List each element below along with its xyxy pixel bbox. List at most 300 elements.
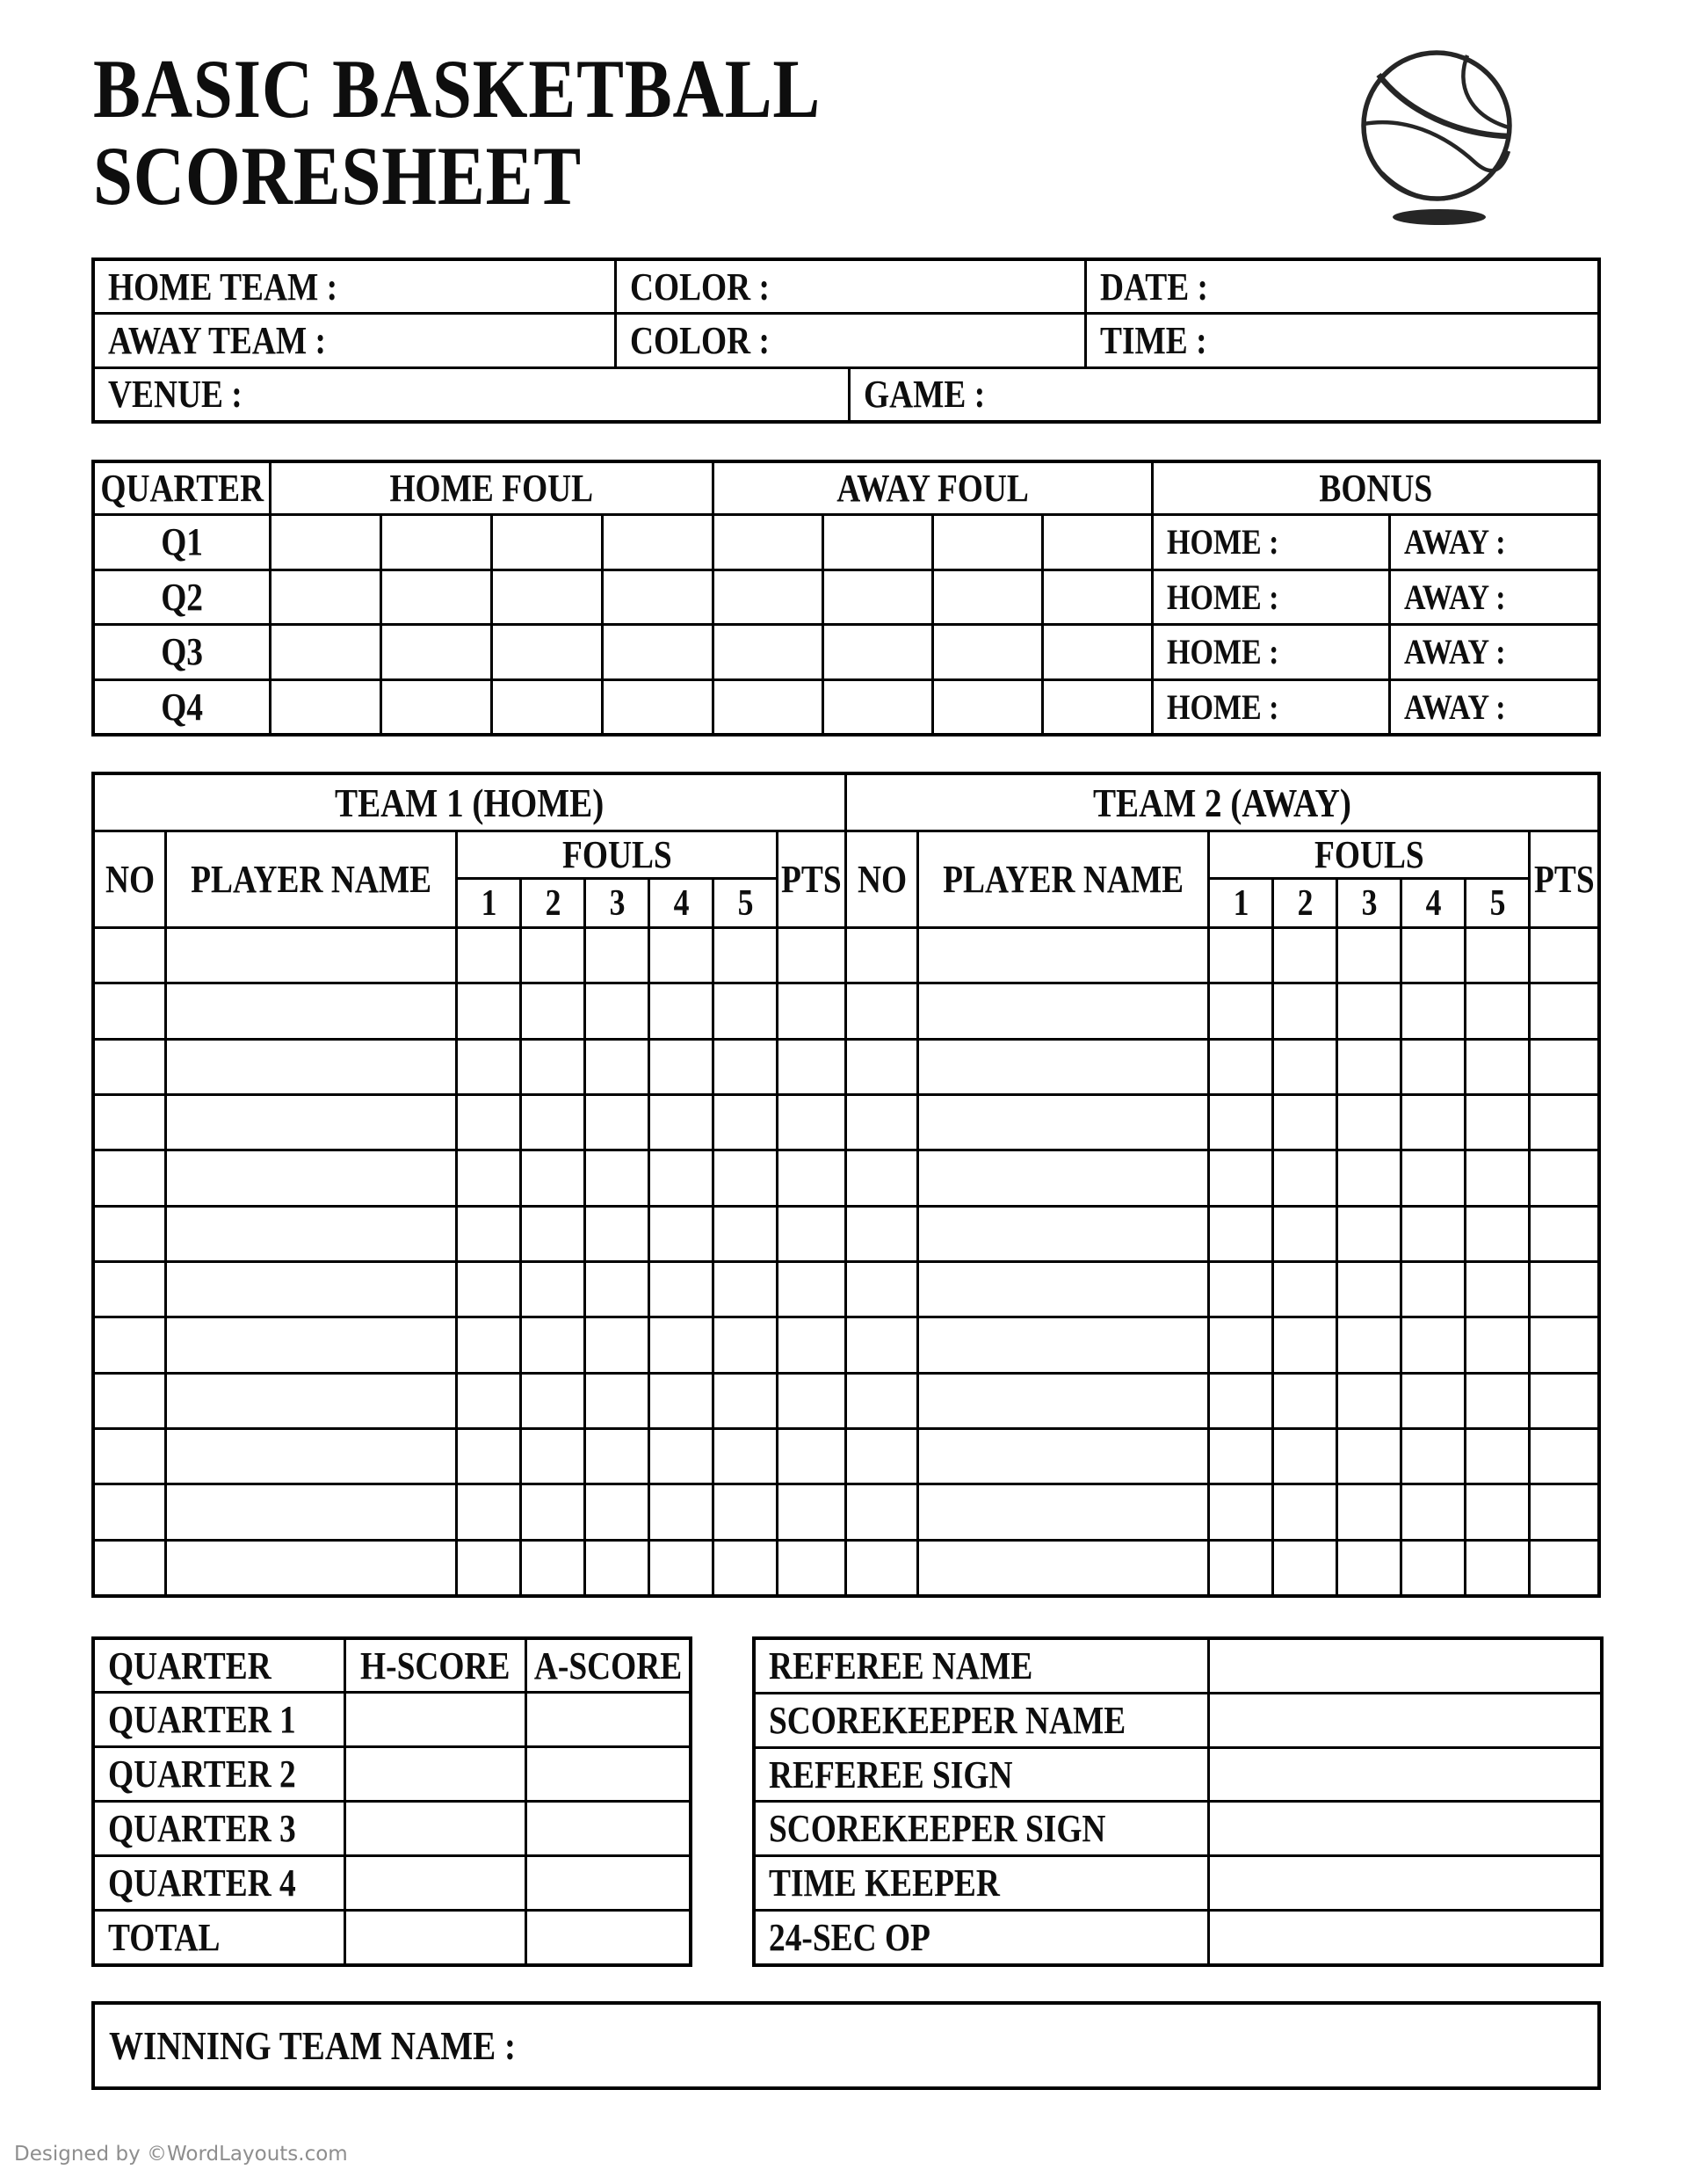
player-foul-cell[interactable] bbox=[650, 1041, 712, 1093]
time-label: TIME : bbox=[1100, 318, 1207, 362]
bonus-home-cell[interactable] bbox=[1154, 626, 1388, 678]
player-foul-cell[interactable] bbox=[1466, 1430, 1528, 1483]
foul-number-label: 5 bbox=[737, 882, 753, 924]
away-foul-box[interactable] bbox=[824, 571, 931, 624]
player-pts-cell[interactable] bbox=[778, 1151, 844, 1204]
player-pts-cell[interactable] bbox=[1531, 1318, 1597, 1371]
official-label-cell bbox=[756, 1803, 1207, 1854]
home-foul-box[interactable] bbox=[272, 571, 380, 624]
player-no-cell[interactable] bbox=[95, 1430, 164, 1483]
player-pts-cell[interactable] bbox=[1531, 1375, 1597, 1427]
player-name-cell[interactable] bbox=[167, 1041, 455, 1093]
score-home-value-cell[interactable] bbox=[346, 1857, 525, 1909]
player-foul-cell[interactable] bbox=[1402, 1208, 1464, 1260]
player-name-cell[interactable] bbox=[919, 1375, 1207, 1427]
player-foul-cell[interactable] bbox=[1210, 1430, 1271, 1483]
player-foul-cell[interactable] bbox=[586, 929, 648, 982]
player-foul-cell[interactable] bbox=[586, 1318, 648, 1371]
bonus-away-cell-label: AWAY : bbox=[1404, 522, 1506, 562]
fouls-quarter-header bbox=[95, 463, 269, 513]
player-foul-cell[interactable] bbox=[714, 1263, 776, 1316]
player-foul-cell[interactable] bbox=[650, 1542, 712, 1594]
quarter-label-cell-label: Q2 bbox=[161, 575, 203, 619]
quarter-label-cell bbox=[95, 626, 269, 678]
player-foul-cell[interactable] bbox=[1402, 1263, 1464, 1316]
player-foul-cell[interactable] bbox=[1338, 1430, 1400, 1483]
home-team-field[interactable] bbox=[95, 261, 614, 312]
player-foul-cell[interactable] bbox=[1466, 1542, 1528, 1594]
player-foul-cell[interactable] bbox=[1274, 929, 1336, 982]
player-pts-cell[interactable] bbox=[778, 1542, 844, 1594]
player-foul-cell[interactable] bbox=[1210, 1375, 1271, 1427]
player-name-cell[interactable] bbox=[919, 1096, 1207, 1149]
player-foul-cell[interactable] bbox=[650, 1208, 712, 1260]
away-foul-box[interactable] bbox=[934, 626, 1041, 678]
official-value-cell[interactable] bbox=[1210, 1694, 1600, 1746]
player-name-cell[interactable] bbox=[919, 1151, 1207, 1204]
home-foul-box[interactable] bbox=[604, 626, 712, 678]
score-away-value-cell[interactable] bbox=[527, 1912, 689, 1963]
player-foul-cell[interactable] bbox=[586, 1151, 648, 1204]
player-foul-cell[interactable] bbox=[586, 1375, 648, 1427]
home-foul-box[interactable] bbox=[493, 516, 601, 569]
player-name-cell[interactable] bbox=[919, 1318, 1207, 1371]
player-no-cell[interactable] bbox=[847, 1318, 916, 1371]
home-color-field[interactable] bbox=[617, 261, 1084, 312]
player-foul-cell[interactable] bbox=[1210, 1263, 1271, 1316]
player-pts-cell[interactable] bbox=[778, 1318, 844, 1371]
player-no-cell[interactable] bbox=[847, 1542, 916, 1594]
score-home-value-cell[interactable] bbox=[346, 1748, 525, 1800]
away-foul-box[interactable] bbox=[1044, 626, 1151, 678]
player-foul-cell[interactable] bbox=[586, 984, 648, 1037]
away-color-field[interactable] bbox=[617, 315, 1084, 366]
player-foul-cell[interactable] bbox=[1274, 1151, 1336, 1204]
player-foul-cell[interactable] bbox=[1210, 1208, 1271, 1260]
player-foul-cell[interactable] bbox=[522, 1318, 583, 1371]
player-foul-cell[interactable] bbox=[1274, 1263, 1336, 1316]
player-foul-cell[interactable] bbox=[1466, 1318, 1528, 1371]
player-pts-cell[interactable] bbox=[778, 1263, 844, 1316]
home-foul-box[interactable] bbox=[604, 681, 712, 734]
player-name-cell[interactable] bbox=[919, 1485, 1207, 1538]
player-foul-cell[interactable] bbox=[458, 1096, 519, 1149]
player-foul-cell[interactable] bbox=[1402, 1041, 1464, 1093]
player-name-cell[interactable] bbox=[919, 929, 1207, 982]
venue-field[interactable] bbox=[95, 369, 848, 420]
bonus-away-cell-label: AWAY : bbox=[1404, 577, 1506, 617]
score-home-header bbox=[346, 1640, 525, 1691]
home-foul-box[interactable] bbox=[493, 571, 601, 624]
player-foul-cell[interactable] bbox=[650, 1151, 712, 1204]
player-foul-cell[interactable] bbox=[1338, 1542, 1400, 1594]
player-foul-cell[interactable] bbox=[1210, 1318, 1271, 1371]
player-name-cell[interactable] bbox=[167, 1375, 455, 1427]
score-home-value-cell[interactable] bbox=[346, 1912, 525, 1963]
foul-number-label: 1 bbox=[1233, 882, 1249, 924]
player-foul-cell[interactable] bbox=[1210, 929, 1271, 982]
player-foul-cell[interactable] bbox=[586, 1263, 648, 1316]
player-foul-cell[interactable] bbox=[522, 1208, 583, 1260]
player-foul-cell[interactable] bbox=[650, 984, 712, 1037]
player-pts-cell[interactable] bbox=[1531, 1542, 1597, 1594]
player-foul-cell[interactable] bbox=[1274, 1208, 1336, 1260]
player-foul-cell[interactable] bbox=[1210, 1041, 1271, 1093]
player-foul-cell[interactable] bbox=[522, 984, 583, 1037]
player-foul-cell[interactable] bbox=[1402, 1096, 1464, 1149]
player-foul-cell[interactable] bbox=[1466, 1041, 1528, 1093]
player-foul-cell[interactable] bbox=[1402, 929, 1464, 982]
player-foul-cell[interactable] bbox=[1466, 1208, 1528, 1260]
team2-foul-number-1 bbox=[1210, 880, 1271, 926]
official-value-cell[interactable] bbox=[1210, 1857, 1600, 1909]
player-pts-cell[interactable] bbox=[1531, 1485, 1597, 1538]
player-foul-cell[interactable] bbox=[1338, 1041, 1400, 1093]
player-foul-cell[interactable] bbox=[1466, 1375, 1528, 1427]
player-pts-cell[interactable] bbox=[778, 1096, 844, 1149]
player-pts-cell[interactable] bbox=[778, 1375, 844, 1427]
player-foul-cell[interactable] bbox=[458, 1485, 519, 1538]
player-foul-cell[interactable] bbox=[586, 1430, 648, 1483]
player-foul-cell[interactable] bbox=[1274, 984, 1336, 1037]
home-foul-box[interactable] bbox=[604, 571, 712, 624]
player-foul-cell[interactable] bbox=[1274, 1430, 1336, 1483]
player-foul-cell[interactable] bbox=[650, 1318, 712, 1371]
player-pts-cell[interactable] bbox=[778, 1208, 844, 1260]
away-foul-box[interactable] bbox=[934, 571, 1041, 624]
player-foul-cell[interactable] bbox=[1402, 1430, 1464, 1483]
official-value-cell[interactable] bbox=[1210, 1803, 1600, 1854]
bonus-away-cell[interactable] bbox=[1391, 681, 1597, 734]
player-name-cell[interactable] bbox=[167, 1263, 455, 1316]
bonus-home-cell[interactable] bbox=[1154, 681, 1388, 734]
player-name-cell[interactable] bbox=[167, 1208, 455, 1260]
player-foul-cell[interactable] bbox=[1338, 1485, 1400, 1538]
player-foul-cell[interactable] bbox=[586, 1096, 648, 1149]
player-foul-cell[interactable] bbox=[1466, 1151, 1528, 1204]
player-pts-cell[interactable] bbox=[778, 984, 844, 1037]
time-field[interactable] bbox=[1087, 315, 1597, 366]
player-no-cell[interactable] bbox=[847, 929, 916, 982]
score-away-value-cell[interactable] bbox=[527, 1694, 689, 1745]
player-foul-cell[interactable] bbox=[714, 1542, 776, 1594]
player-foul-cell[interactable] bbox=[714, 1151, 776, 1204]
player-foul-cell[interactable] bbox=[1338, 1263, 1400, 1316]
player-pts-cell[interactable] bbox=[778, 1485, 844, 1538]
player-no-cell[interactable] bbox=[95, 929, 164, 982]
player-foul-cell[interactable] bbox=[458, 1542, 519, 1594]
player-foul-cell[interactable] bbox=[1402, 1542, 1464, 1594]
player-no-cell[interactable] bbox=[95, 1542, 164, 1594]
player-foul-cell[interactable] bbox=[650, 929, 712, 982]
player-foul-cell[interactable] bbox=[522, 1096, 583, 1149]
player-foul-cell[interactable] bbox=[458, 1430, 519, 1483]
away-foul-box[interactable] bbox=[714, 571, 822, 624]
player-name-cell[interactable] bbox=[167, 984, 455, 1037]
team1-fouls-header bbox=[458, 832, 776, 877]
player-foul-cell[interactable] bbox=[1402, 1375, 1464, 1427]
score-row-label-cell bbox=[95, 1748, 344, 1800]
player-foul-cell[interactable] bbox=[1274, 1485, 1336, 1538]
player-no-cell[interactable] bbox=[847, 1485, 916, 1538]
player-foul-cell[interactable] bbox=[458, 1263, 519, 1316]
player-pts-cell[interactable] bbox=[1531, 929, 1597, 982]
bonus-header-label: BONUS bbox=[1319, 467, 1432, 510]
player-no-cell[interactable] bbox=[847, 1096, 916, 1149]
bonus-away-cell-label: AWAY : bbox=[1404, 632, 1506, 672]
player-foul-cell[interactable] bbox=[586, 1041, 648, 1093]
player-foul-cell[interactable] bbox=[522, 1041, 583, 1093]
away-foul-box[interactable] bbox=[1044, 571, 1151, 624]
official-value-cell[interactable] bbox=[1210, 1912, 1600, 1963]
player-foul-cell[interactable] bbox=[1210, 984, 1271, 1037]
player-name-cell[interactable] bbox=[167, 929, 455, 982]
player-foul-cell[interactable] bbox=[1338, 1375, 1400, 1427]
player-foul-cell[interactable] bbox=[650, 1430, 712, 1483]
away-foul-box[interactable] bbox=[824, 626, 931, 678]
player-no-cell[interactable] bbox=[847, 1151, 916, 1204]
officials-table bbox=[752, 1636, 1604, 1967]
player-foul-cell[interactable] bbox=[1402, 984, 1464, 1037]
player-pts-cell[interactable] bbox=[778, 929, 844, 982]
player-foul-cell[interactable] bbox=[1210, 1151, 1271, 1204]
player-foul-cell[interactable] bbox=[1210, 1542, 1271, 1594]
away-team-field[interactable] bbox=[95, 315, 614, 366]
home-foul-box[interactable] bbox=[272, 626, 380, 678]
info-row-1 bbox=[95, 261, 1597, 312]
player-foul-cell[interactable] bbox=[522, 1430, 583, 1483]
player-foul-cell[interactable] bbox=[1338, 1151, 1400, 1204]
player-foul-cell[interactable] bbox=[458, 1375, 519, 1427]
team1-player-name-header-label: PLAYER NAME bbox=[191, 858, 431, 901]
player-name-cell[interactable] bbox=[167, 1318, 455, 1371]
player-no-cell[interactable] bbox=[95, 984, 164, 1037]
player-foul-cell[interactable] bbox=[1338, 984, 1400, 1037]
winning-team-label: WINNING TEAM NAME : bbox=[109, 2023, 517, 2068]
player-foul-cell[interactable] bbox=[714, 1430, 776, 1483]
player-name-cell[interactable] bbox=[919, 1208, 1207, 1260]
player-foul-cell[interactable] bbox=[522, 1151, 583, 1204]
player-foul-cell[interactable] bbox=[522, 1485, 583, 1538]
score-away-value-cell[interactable] bbox=[527, 1803, 689, 1854]
home-foul-box[interactable] bbox=[604, 516, 712, 569]
player-foul-cell[interactable] bbox=[1402, 1318, 1464, 1371]
score-away-value-cell[interactable] bbox=[527, 1857, 689, 1909]
player-foul-cell[interactable] bbox=[586, 1485, 648, 1538]
foul-number-label: 5 bbox=[1489, 882, 1505, 924]
player-foul-cell[interactable] bbox=[522, 1375, 583, 1427]
player-foul-cell[interactable] bbox=[522, 1542, 583, 1594]
home-foul-box[interactable] bbox=[382, 571, 490, 624]
official-value-cell[interactable] bbox=[1210, 1640, 1600, 1692]
away-foul-box[interactable] bbox=[1044, 516, 1151, 569]
player-foul-cell[interactable] bbox=[1466, 984, 1528, 1037]
player-foul-cell[interactable] bbox=[1402, 1151, 1464, 1204]
player-foul-cell[interactable] bbox=[1210, 1485, 1271, 1538]
date-field[interactable] bbox=[1087, 261, 1597, 312]
player-name-cell[interactable] bbox=[919, 1542, 1207, 1594]
player-foul-cell[interactable] bbox=[714, 929, 776, 982]
home-foul-box[interactable] bbox=[493, 681, 601, 734]
game-info-table bbox=[91, 258, 1601, 424]
player-no-cell[interactable] bbox=[95, 1375, 164, 1427]
score-home-value-cell[interactable] bbox=[346, 1803, 525, 1854]
player-no-cell[interactable] bbox=[95, 1208, 164, 1260]
player-foul-cell[interactable] bbox=[714, 984, 776, 1037]
home-foul-box[interactable] bbox=[382, 626, 490, 678]
team2-header-label: TEAM 2 (AWAY) bbox=[1092, 780, 1351, 825]
player-no-cell[interactable] bbox=[95, 1041, 164, 1093]
page-title bbox=[93, 42, 949, 222]
player-foul-cell[interactable] bbox=[1402, 1485, 1464, 1538]
player-name-cell[interactable] bbox=[167, 1485, 455, 1538]
bonus-away-cell[interactable] bbox=[1391, 626, 1597, 678]
team1-pts-header bbox=[778, 832, 844, 926]
player-pts-cell[interactable] bbox=[778, 1430, 844, 1483]
away-foul-box[interactable] bbox=[824, 681, 931, 734]
score-row-label-cell-label: TOTAL bbox=[108, 1916, 221, 1959]
player-name-cell[interactable] bbox=[919, 984, 1207, 1037]
official-label-cell-label: REFEREE SIGN bbox=[769, 1752, 1013, 1796]
home-team-label: HOME TEAM : bbox=[108, 265, 338, 308]
foul-number-label: 3 bbox=[609, 882, 625, 924]
game-field[interactable] bbox=[851, 369, 1597, 420]
away-foul-box[interactable] bbox=[934, 516, 1041, 569]
player-pts-cell[interactable] bbox=[1531, 1041, 1597, 1093]
player-name-cell[interactable] bbox=[167, 1096, 455, 1149]
team1-foul-number-5 bbox=[714, 880, 776, 926]
player-foul-cell[interactable] bbox=[1274, 1375, 1336, 1427]
player-no-cell[interactable] bbox=[95, 1485, 164, 1538]
player-foul-cell[interactable] bbox=[1466, 929, 1528, 982]
home-foul-header-label: HOME FOUL bbox=[389, 467, 594, 510]
player-foul-cell[interactable] bbox=[714, 1041, 776, 1093]
player-name-cell[interactable] bbox=[167, 1430, 455, 1483]
player-foul-cell[interactable] bbox=[522, 1263, 583, 1316]
player-no-cell[interactable] bbox=[847, 984, 916, 1037]
score-away-value-cell[interactable] bbox=[527, 1748, 689, 1800]
player-name-cell[interactable] bbox=[919, 1430, 1207, 1483]
bonus-home-cell[interactable] bbox=[1154, 516, 1388, 569]
player-foul-cell[interactable] bbox=[1274, 1318, 1336, 1371]
home-foul-box[interactable] bbox=[272, 516, 380, 569]
player-foul-cell[interactable] bbox=[586, 1542, 648, 1594]
player-pts-cell[interactable] bbox=[1531, 1430, 1597, 1483]
score-away-header-label: A-SCORE bbox=[533, 1643, 683, 1687]
player-foul-cell[interactable] bbox=[1466, 1485, 1528, 1538]
official-value-cell[interactable] bbox=[1210, 1749, 1600, 1801]
player-foul-cell[interactable] bbox=[650, 1375, 712, 1427]
player-foul-cell[interactable] bbox=[522, 929, 583, 982]
player-no-cell[interactable] bbox=[95, 1096, 164, 1149]
home-foul-box[interactable] bbox=[382, 681, 490, 734]
player-no-cell[interactable] bbox=[95, 1318, 164, 1371]
player-pts-cell[interactable] bbox=[778, 1041, 844, 1093]
player-name-cell[interactable] bbox=[919, 1041, 1207, 1093]
bonus-away-cell[interactable] bbox=[1391, 516, 1597, 569]
player-foul-cell[interactable] bbox=[1338, 1318, 1400, 1371]
bonus-home-cell-label: HOME : bbox=[1167, 686, 1279, 727]
player-foul-cell[interactable] bbox=[650, 1263, 712, 1316]
player-foul-cell[interactable] bbox=[458, 984, 519, 1037]
player-foul-cell[interactable] bbox=[458, 1151, 519, 1204]
player-foul-cell[interactable] bbox=[1274, 1041, 1336, 1093]
home-foul-box[interactable] bbox=[493, 626, 601, 678]
home-foul-box[interactable] bbox=[272, 681, 380, 734]
player-foul-cell[interactable] bbox=[714, 1096, 776, 1149]
player-foul-cell[interactable] bbox=[1274, 1542, 1336, 1594]
away-foul-box[interactable] bbox=[824, 516, 931, 569]
bonus-away-cell[interactable] bbox=[1391, 571, 1597, 624]
score-home-value-cell[interactable] bbox=[346, 1694, 525, 1745]
player-pts-cell[interactable] bbox=[1531, 1208, 1597, 1260]
team2-foul-number-3 bbox=[1338, 880, 1400, 926]
player-pts-cell[interactable] bbox=[1531, 1151, 1597, 1204]
away-foul-box[interactable] bbox=[714, 681, 822, 734]
player-no-cell[interactable] bbox=[847, 1263, 916, 1316]
official-label-cell bbox=[756, 1640, 1207, 1692]
bonus-home-cell[interactable] bbox=[1154, 571, 1388, 624]
player-name-cell[interactable] bbox=[167, 1542, 455, 1594]
player-no-cell[interactable] bbox=[847, 1375, 916, 1427]
player-foul-cell[interactable] bbox=[1466, 1096, 1528, 1149]
foul-number-label: 1 bbox=[481, 882, 496, 924]
player-foul-cell[interactable] bbox=[1210, 1096, 1271, 1149]
player-foul-cell[interactable] bbox=[1338, 929, 1400, 982]
player-no-cell[interactable] bbox=[847, 1208, 916, 1260]
away-foul-box[interactable] bbox=[934, 681, 1041, 734]
player-foul-cell[interactable] bbox=[458, 1208, 519, 1260]
team1-foul-number-4 bbox=[650, 880, 712, 926]
player-foul-cell[interactable] bbox=[458, 929, 519, 982]
player-foul-cell[interactable] bbox=[586, 1208, 648, 1260]
player-foul-cell[interactable] bbox=[650, 1096, 712, 1149]
info-row-2 bbox=[95, 315, 1597, 366]
player-foul-cell[interactable] bbox=[1338, 1208, 1400, 1260]
foul-number-label: 3 bbox=[1361, 882, 1377, 924]
player-foul-cell[interactable] bbox=[458, 1318, 519, 1371]
player-foul-cell[interactable] bbox=[650, 1485, 712, 1538]
player-no-cell[interactable] bbox=[95, 1151, 164, 1204]
player-name-cell[interactable] bbox=[167, 1151, 455, 1204]
score-row-label-cell-label: QUARTER 3 bbox=[108, 1807, 296, 1850]
player-pts-cell[interactable] bbox=[1531, 1096, 1597, 1149]
player-foul-cell[interactable] bbox=[714, 1485, 776, 1538]
official-label-cell bbox=[756, 1857, 1207, 1909]
player-foul-cell[interactable] bbox=[1274, 1096, 1336, 1149]
player-no-cell[interactable] bbox=[95, 1263, 164, 1316]
player-foul-cell[interactable] bbox=[1466, 1263, 1528, 1316]
player-foul-cell[interactable] bbox=[714, 1208, 776, 1260]
player-foul-cell[interactable] bbox=[714, 1375, 776, 1427]
winning-team-field[interactable] bbox=[91, 2001, 1601, 2090]
team1-foul-number-2 bbox=[522, 880, 583, 926]
away-foul-box[interactable] bbox=[1044, 681, 1151, 734]
player-pts-cell[interactable] bbox=[1531, 1263, 1597, 1316]
away-foul-box[interactable] bbox=[714, 516, 822, 569]
player-foul-cell[interactable] bbox=[458, 1041, 519, 1093]
player-foul-cell[interactable] bbox=[1338, 1096, 1400, 1149]
player-no-cell[interactable] bbox=[847, 1041, 916, 1093]
away-foul-box[interactable] bbox=[714, 626, 822, 678]
bonus-home-cell-label: HOME : bbox=[1167, 577, 1279, 617]
player-pts-cell[interactable] bbox=[1531, 984, 1597, 1037]
home-foul-box[interactable] bbox=[382, 516, 490, 569]
player-name-cell[interactable] bbox=[919, 1263, 1207, 1316]
player-no-cell[interactable] bbox=[847, 1430, 916, 1483]
player-foul-cell[interactable] bbox=[714, 1318, 776, 1371]
team2-header bbox=[847, 775, 1597, 830]
